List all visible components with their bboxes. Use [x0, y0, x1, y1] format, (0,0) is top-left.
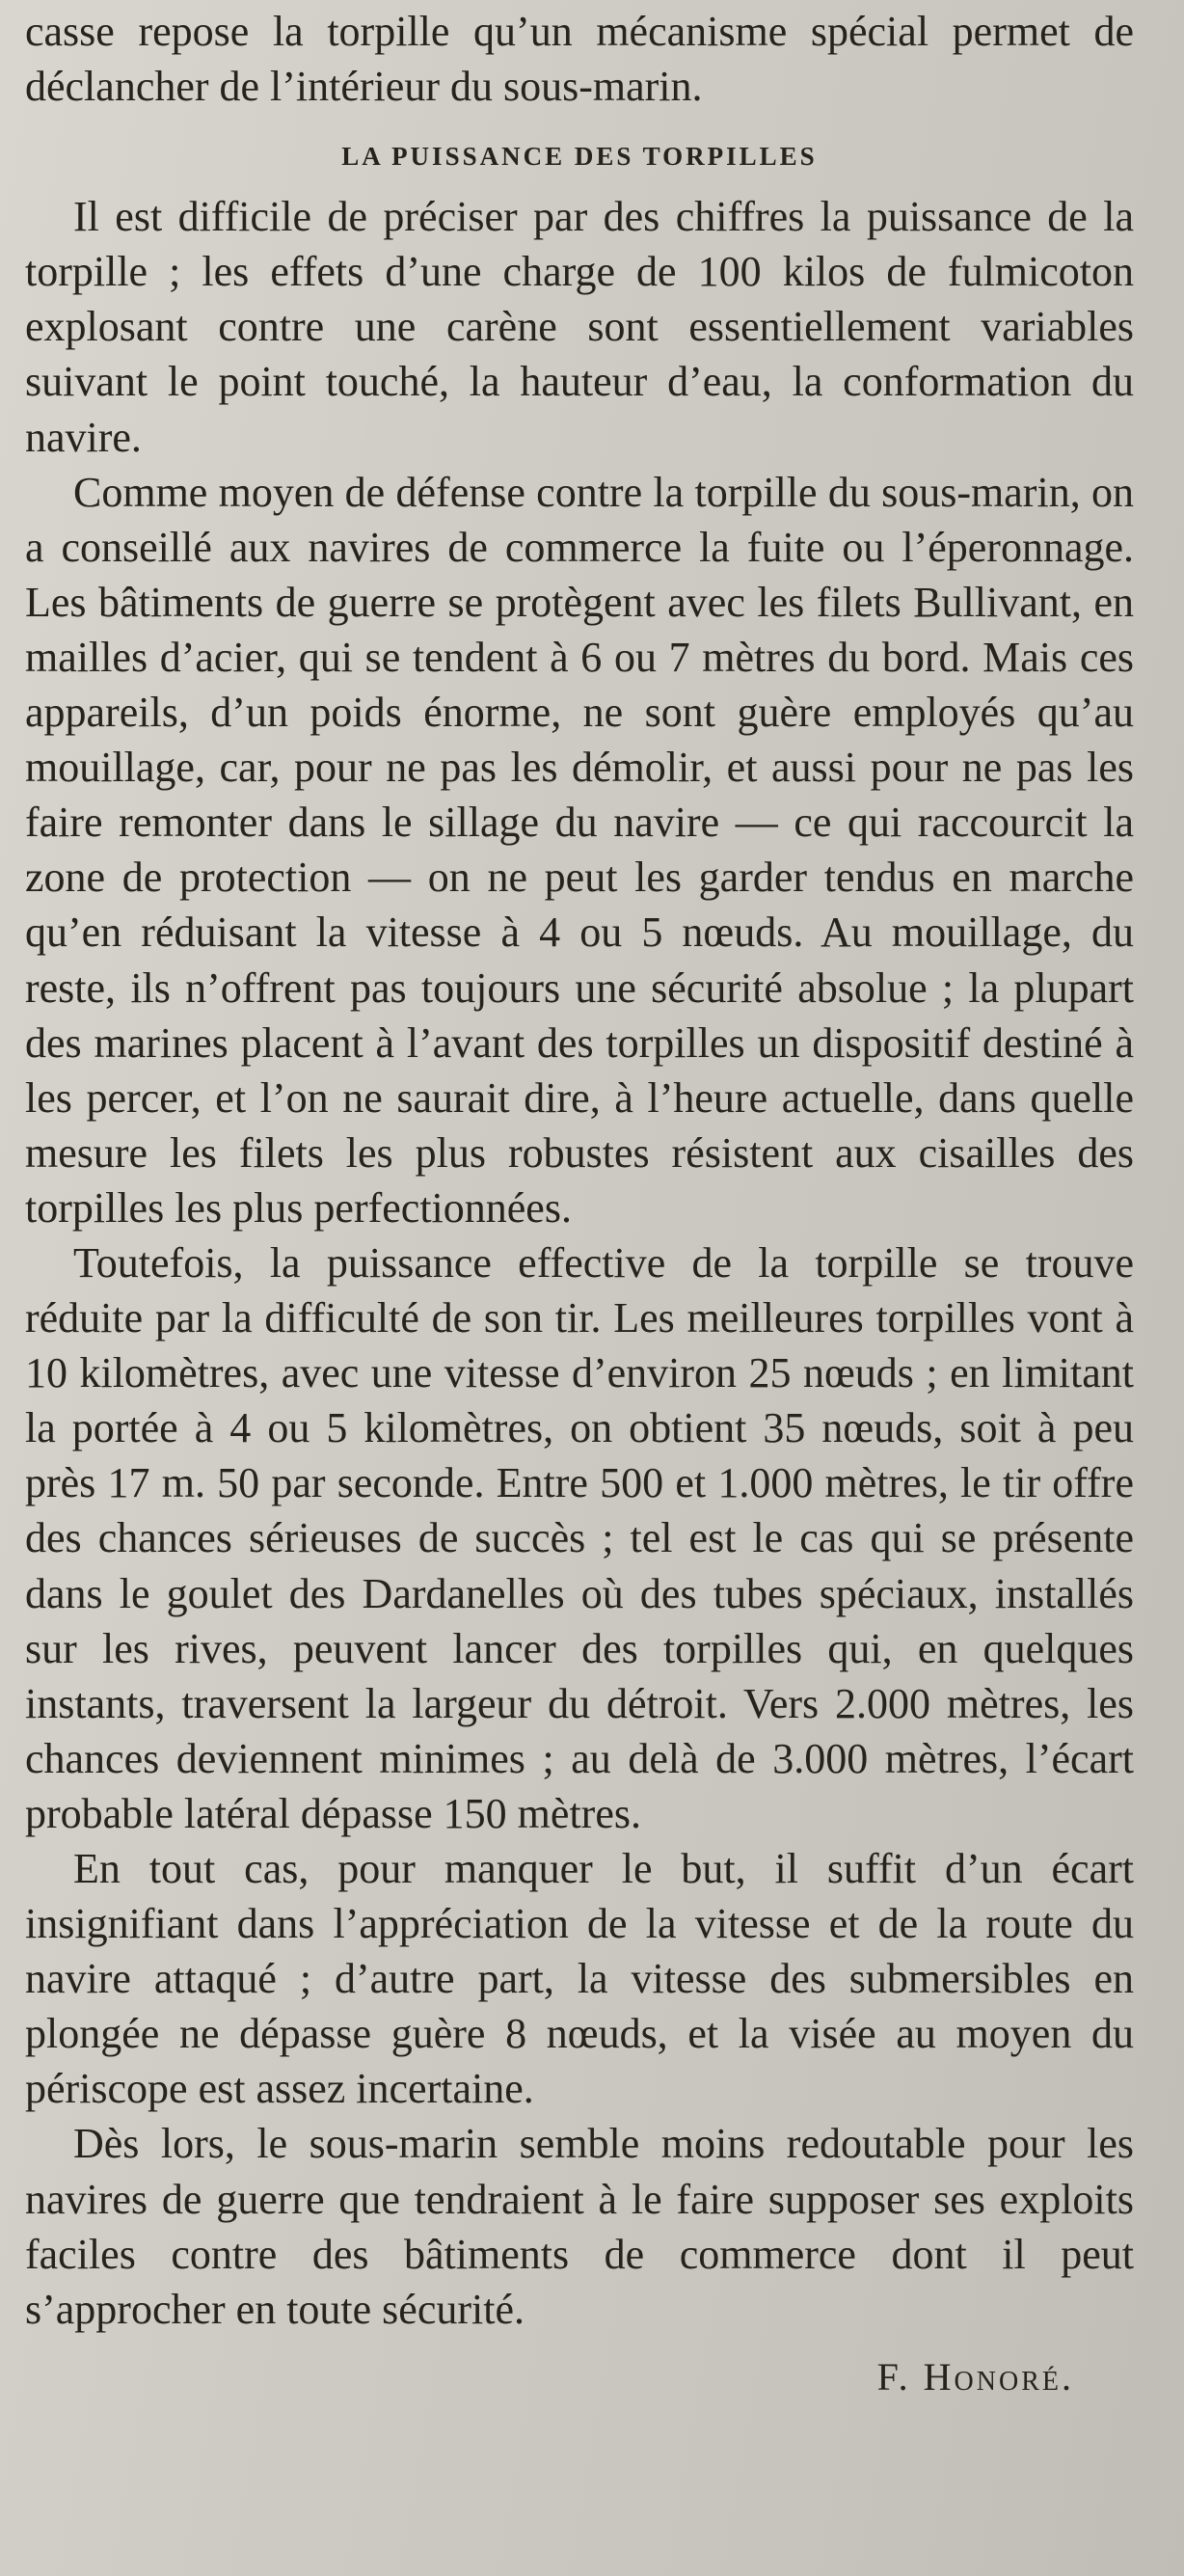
- paragraph-ecart: En tout cas, pour manquer le but, il suffit d’un écart insignifiant dans l’appréciation de la vitesse et de la route du navire attaqué ; d’autre part, la vitesse des submersibles en plongée ne dépasse guère 8 nœuds, et la visée au moyen du périscope est assez incertaine.: [25, 1845, 1134, 2113]
- section-heading: LA PUISSANCE DES TORPILLES: [341, 142, 818, 172]
- opening-paragraph: casse repose la torpille qu’un mécanisme spécial permet de déclancher de l’intérieur du sous-marin.: [25, 8, 1134, 111]
- paragraph-tir: Toutefois, la puissance effective de la torpille se trouve réduite par la difficulté de son tir. Les meilleures torpilles vont à 10 kilomètres, avec une vitesse d’environ 25 nœuds ; en limitant la portée à 4 ou 5 kilomètres, on obtient 35 nœuds, soit à peu près 17 m. 50 par seconde. Entre 500 et 1.000 mètres, le tir offre des chances sérieuses de succès ; tel est le cas qui se présente dans le goulet des Dardanelles où des tubes spéciaux, installés sur les rives, peuvent lancer des torpilles qui, en quelques instants, traversent la largeur du détroit. Vers 2.000 mètres, les chances deviennent minimes ; au delà de 3.000 mètres, l’écart probable latéral dépasse 150 mètres.: [25, 1238, 1134, 1837]
- paragraph-puissance: Il est difficile de préciser par des chiffres la puissance de la torpille ; les effets d’une charge de 100 kilos de fulmicoton explosant contre une carène sont essentiellement variables suivant le point touché, la hauteur d’eau, la conformation du navire.: [25, 193, 1134, 461]
- paragraph-defense: Comme moyen de défense contre la torpille du sous-marin, on a conseillé aux navires de commerce la fuite ou l’éperonnage. Les bâtiments de guerre se protègent avec les filets Bullivant, en mailles d’acier, qui se tendent à 6 ou 7 mètres du bord. Mais ces appareils, d’un poids énorme, ne sont guère employés qu’au mouillage, car, pour ne pas les démolir, et aussi pour ne pas les faire remonter dans le sillage du navire — ce qui raccourcit la zone de protection — on ne peut les garder tendus en marche qu’en réduisant la vitesse à 4 ou 5 nœuds. Au mouillage, du reste, ils n’offrent pas toujours une sécurité absolue ; la plupart des marines placent à l’avant des torpilles un dispositif destiné à les percer, et l’on ne saurait dire, à l’heure actuelle, dans quelle mesure les filets les plus robustes résistent aux cisailles des torpilles les plus perfectionnées.: [25, 468, 1134, 1232]
- paragraph-conclusion: Dès lors, le sous-marin semble moins redoutable pour les navires de guerre que tendraient à le faire supposer ses exploits faciles contre des bâtiments de commerce dont il peut s’approcher en toute sécurité.: [25, 2120, 1134, 2333]
- author-signature: F. Honoré.: [876, 2354, 1074, 2399]
